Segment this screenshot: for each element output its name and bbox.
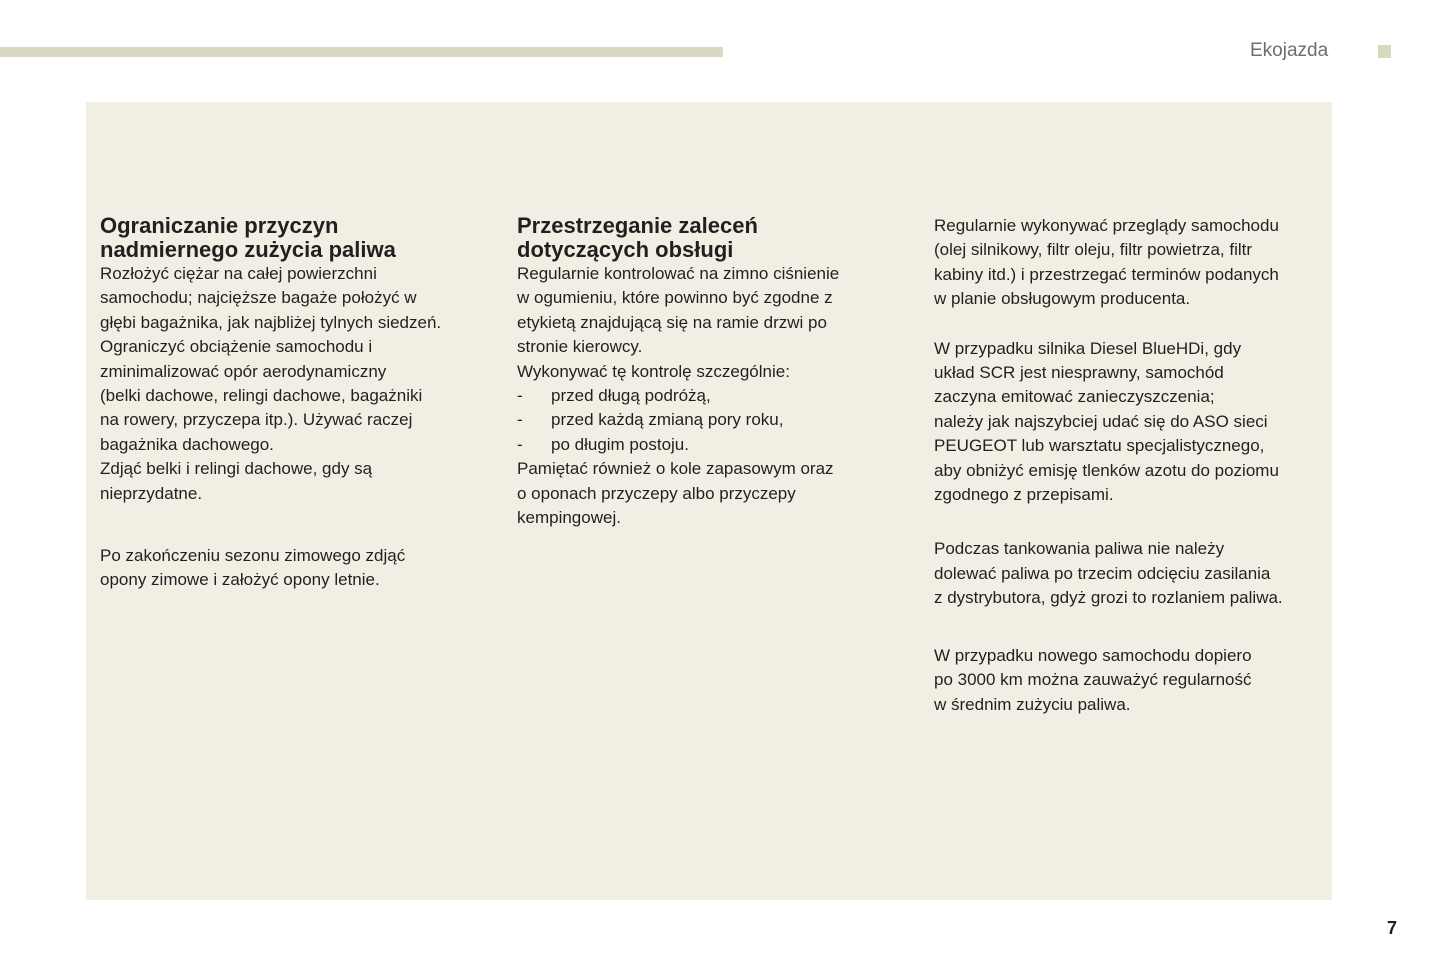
column-fuel-consumption bbox=[100, 214, 490, 593]
header-accent-bar bbox=[0, 47, 723, 57]
section-title: Ekojazda bbox=[1250, 40, 1329, 61]
list-item-text: przed długą podróżą, bbox=[551, 386, 711, 406]
section-marker-square bbox=[1378, 45, 1391, 58]
page-number: 7 bbox=[1387, 918, 1398, 938]
paragraph-tyre-pressure: Regularnie kontrolować na zimno ciśnienie w ogumieniu, które powinno być zgodne z etykietą znajdującą się na ramie drzwi po stronie kierowcy. Wykonywać tę kontrolę szczególnie: bbox=[517, 264, 840, 381]
bullet-dash: - bbox=[517, 386, 523, 406]
paragraph-regular-service: Regularnie wykonywać przeglądy samochodu (olej silnikowy, filtr oleju, filtr powietrza, filtr kabiny itd.) i przestrzegać terminów podanych w planie obsługowym producenta. bbox=[934, 216, 1279, 309]
list-item bbox=[517, 433, 887, 457]
column-service-notes bbox=[934, 214, 1329, 717]
check-occasions-list bbox=[517, 384, 887, 457]
paragraph-refuelling: Podczas tankowania paliwa nie należy dolewać paliwa po trzecim odcięciu zasilania z dystrybutora, gdyż grozi to rozlaniem paliwa. bbox=[934, 539, 1283, 608]
list-item-text: po długim postoju. bbox=[551, 434, 689, 454]
bullet-dash: - bbox=[517, 410, 523, 430]
paragraph-spare-wheel: Pamiętać również o kole zapasowym oraz o oponach przyczepy albo przyczepy kempingowej. bbox=[517, 459, 834, 528]
heading-fuel-consumption: Ograniczanie przyczyn nadmiernego zużycia paliwa bbox=[100, 213, 396, 262]
list-item bbox=[517, 384, 887, 408]
paragraph-load-distribution: Rozłożyć ciężar na całej powierzchni samochodu; najcięższe bagaże położyć w głębi bagażnika, jak najbliżej tylnych siedzeń. Ograniczyć obciążenie samochodu i zminimalizować opór aerodynamiczny (belki dachowe, relingi dachowe, bagażniki na rowery, przyczepa itp.). Używać raczej bagażnika dachowego. Zdjąć belki i relingi dachowe, gdy są nieprzydatne. bbox=[100, 264, 442, 503]
list-item-text: przed każdą zmianą pory roku, bbox=[551, 410, 784, 430]
paragraph-winter-tyres: Po zakończeniu sezonu zimowego zdjąć opony zimowe i założyć opony letnie. bbox=[100, 546, 406, 590]
list-item bbox=[517, 408, 887, 432]
content-panel bbox=[86, 102, 1332, 900]
bullet-dash: - bbox=[517, 434, 523, 454]
column-maintenance bbox=[517, 214, 887, 530]
paragraph-scr-system: W przypadku silnika Diesel BlueHDi, gdy układ SCR jest niesprawny, samochód zaczyna emitować zanieczyszczenia; należy jak najszybciej udać się do ASO sieci PEUGEOT lub warsztatu specjalistycznego, aby obniżyć emisję tlenków azotu do poziomu zgodnego z przepisami. bbox=[934, 338, 1279, 505]
paragraph-new-vehicle: W przypadku nowego samochodu dopiero po 3000 km można zauważyć regularność w średnim zużyciu paliwa. bbox=[934, 645, 1252, 714]
heading-maintenance: Przestrzeganie zaleceń dotyczących obsługi bbox=[517, 213, 758, 262]
